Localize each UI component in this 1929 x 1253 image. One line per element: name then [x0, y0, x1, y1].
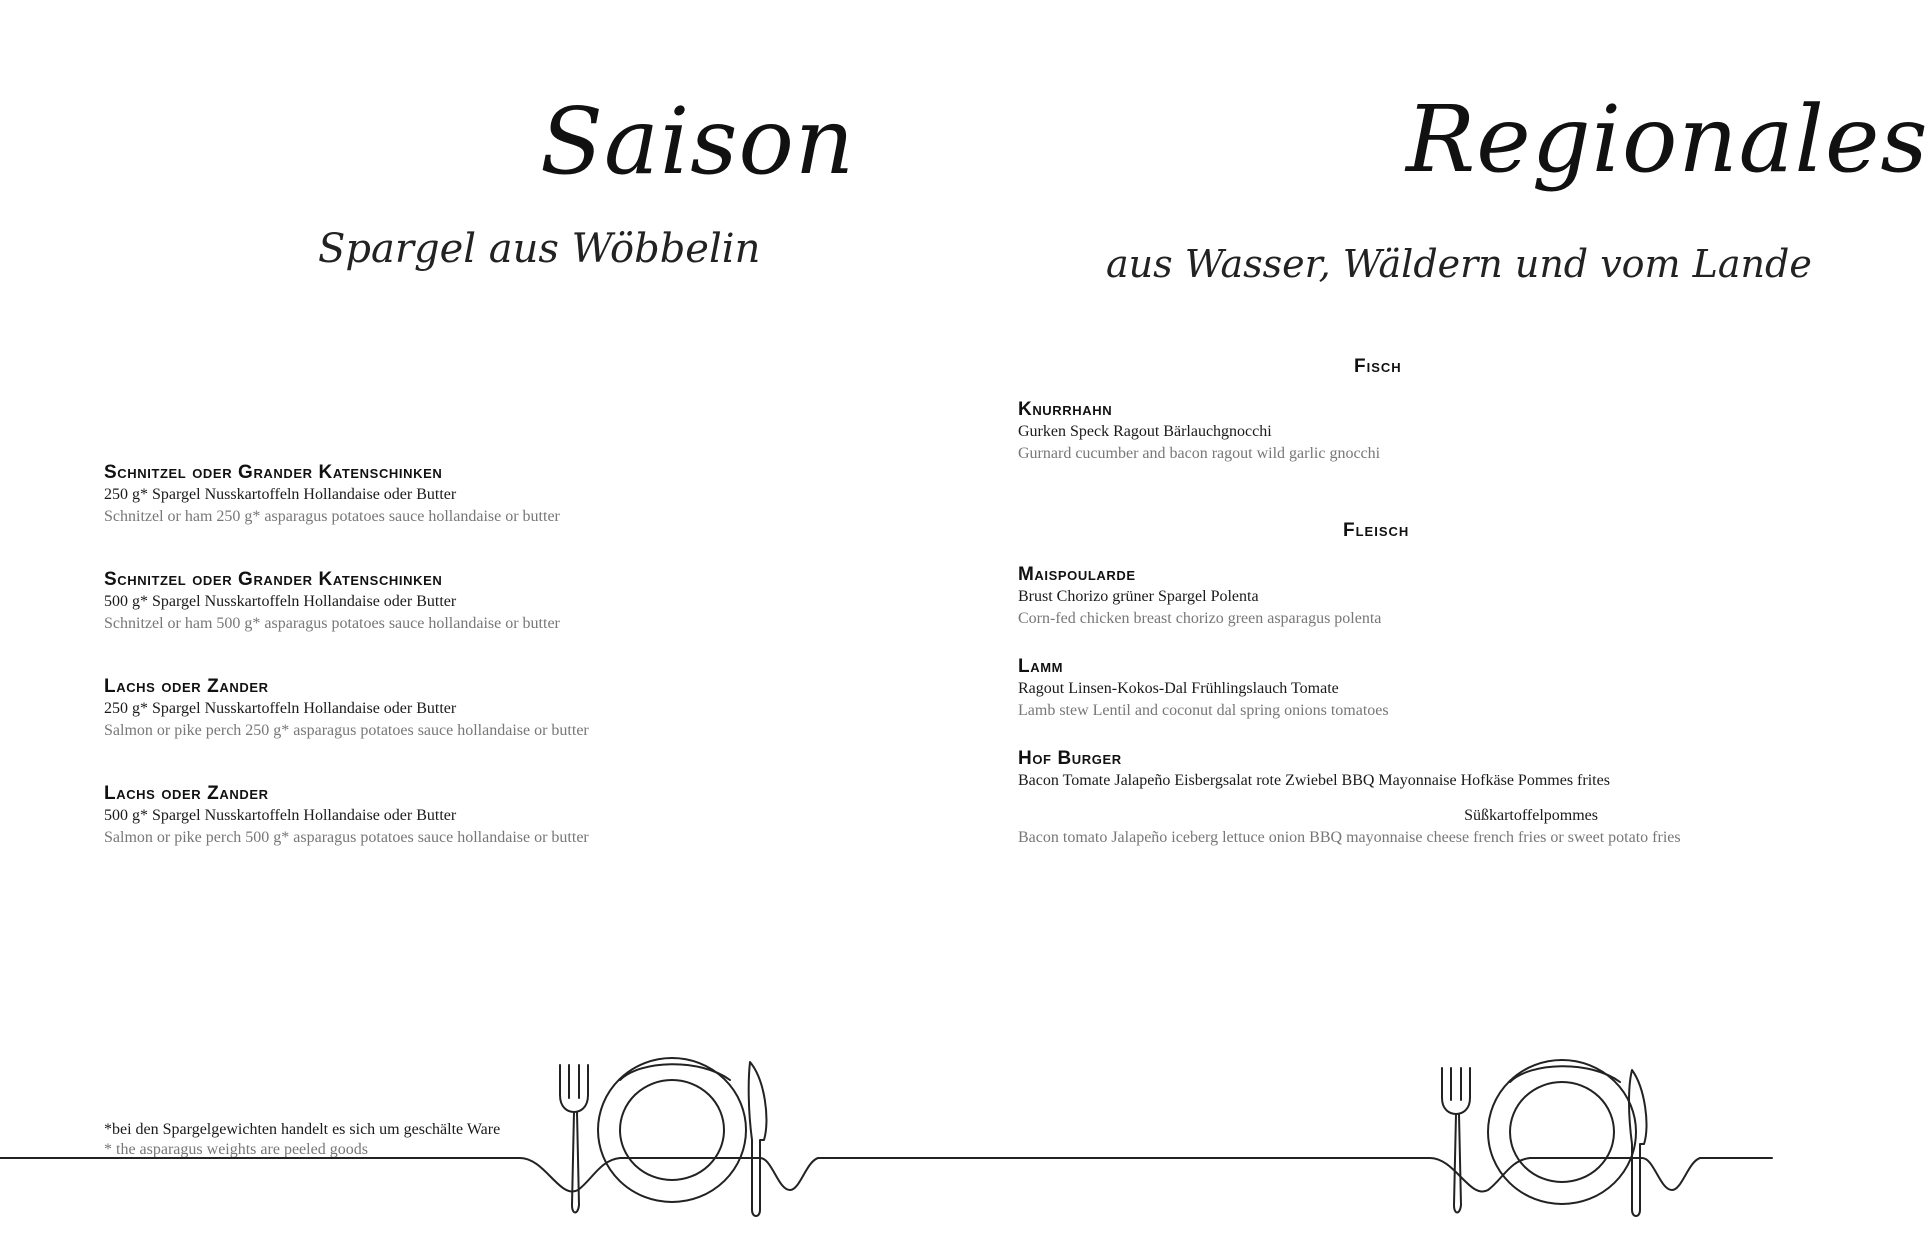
- item-description-de: 500 g* Spargel Nusskartoffeln Hollandaise oder Butter: [104, 807, 457, 824]
- knife-icon: [749, 1062, 767, 1216]
- menu-item: [1018, 564, 1381, 630]
- plate-icon: [598, 1058, 746, 1202]
- item-description-de: Ragout Linsen-Kokos-Dal Frühlingslauch Tomate: [1018, 680, 1339, 697]
- item-description-de: Bacon Tomate Jalapeño Eisbergsalat rote Zwiebel BBQ Mayonnaise Hofkäse Pommes frites: [1018, 772, 1610, 789]
- item-description-de: 250 g* Spargel Nusskartoffeln Hollandaise oder Butter: [104, 700, 457, 717]
- item-description-de: Gurken Speck Ragout Bärlauchgnocchi: [1018, 423, 1272, 440]
- item-name: Lachs oder Zander: [104, 676, 269, 697]
- section-heading-fish: Fisch: [1354, 356, 1402, 377]
- footnote-de: *bei den Spargelgewichten handelt es sich um geschälte Ware: [104, 1121, 501, 1138]
- item-description-de: 250 g* Spargel Nusskartoffeln Hollandaise oder Butter: [104, 486, 457, 503]
- item-name: Hof Burger: [1018, 748, 1122, 769]
- item-description-en: Corn-fed chicken breast chorizo green asparagus polenta: [1018, 610, 1382, 627]
- knife-icon: [1629, 1070, 1647, 1216]
- fork-icon: [1442, 1068, 1470, 1213]
- item-description-extra: Süßkartoffelpommes: [1464, 807, 1598, 824]
- saison-subtitle: Spargel aus Wöbbelin: [318, 226, 761, 272]
- item-name: Knurrhahn: [1018, 399, 1113, 420]
- item-name: Schnitzel oder Grander Katenschinken: [104, 569, 443, 590]
- item-name: Maispoularde: [1018, 564, 1136, 585]
- item-description-en: Salmon or pike perch 500 g* asparagus potatoes sauce hollandaise or butter: [104, 829, 589, 846]
- saison-title: Saison: [540, 88, 856, 195]
- item-description-en: Bacon tomato Jalapeño iceberg lettuce onion BBQ mayonnaise cheese french fries or sweet potato fries: [1018, 829, 1681, 846]
- regionales-subtitle: aus Wasser, Wäldern und vom Lande: [1106, 242, 1812, 286]
- item-name: Lachs oder Zander: [104, 783, 269, 804]
- footnote-en: * the asparagus weights are peeled goods: [104, 1141, 368, 1158]
- item-name: Lamm: [1018, 656, 1064, 677]
- regionales-title: Regionales: [1406, 86, 1929, 193]
- menu-item: [104, 783, 589, 849]
- section-heading-meat: Fleisch: [1343, 520, 1410, 541]
- item-description-en: Lamb stew Lentil and coconut dal spring onions tomatoes: [1018, 702, 1389, 719]
- item-description-de: Brust Chorizo grüner Spargel Polenta: [1018, 588, 1259, 605]
- item-description-en: Gurnard cucumber and bacon ragout wild garlic gnocchi: [1018, 445, 1381, 462]
- item-description-de: 500 g* Spargel Nusskartoffeln Hollandaise oder Butter: [104, 593, 457, 610]
- menu-item: [1018, 656, 1389, 722]
- menu-item: [1018, 399, 1380, 465]
- menu-item: [104, 462, 560, 528]
- item-description-en: Salmon or pike perch 250 g* asparagus potatoes sauce hollandaise or butter: [104, 722, 589, 739]
- table-setting-illustration: [0, 1040, 1772, 1253]
- menu-item: [1018, 748, 1681, 849]
- item-name: Schnitzel oder Grander Katenschinken: [104, 462, 443, 483]
- item-description-en: Schnitzel or ham 500 g* asparagus potatoes sauce hollandaise or butter: [104, 615, 560, 632]
- plate-icon: [1488, 1060, 1636, 1204]
- item-description-en: Schnitzel or ham 250 g* asparagus potatoes sauce hollandaise or butter: [104, 508, 560, 525]
- menu-item: [104, 676, 589, 742]
- menu-item: [104, 569, 560, 635]
